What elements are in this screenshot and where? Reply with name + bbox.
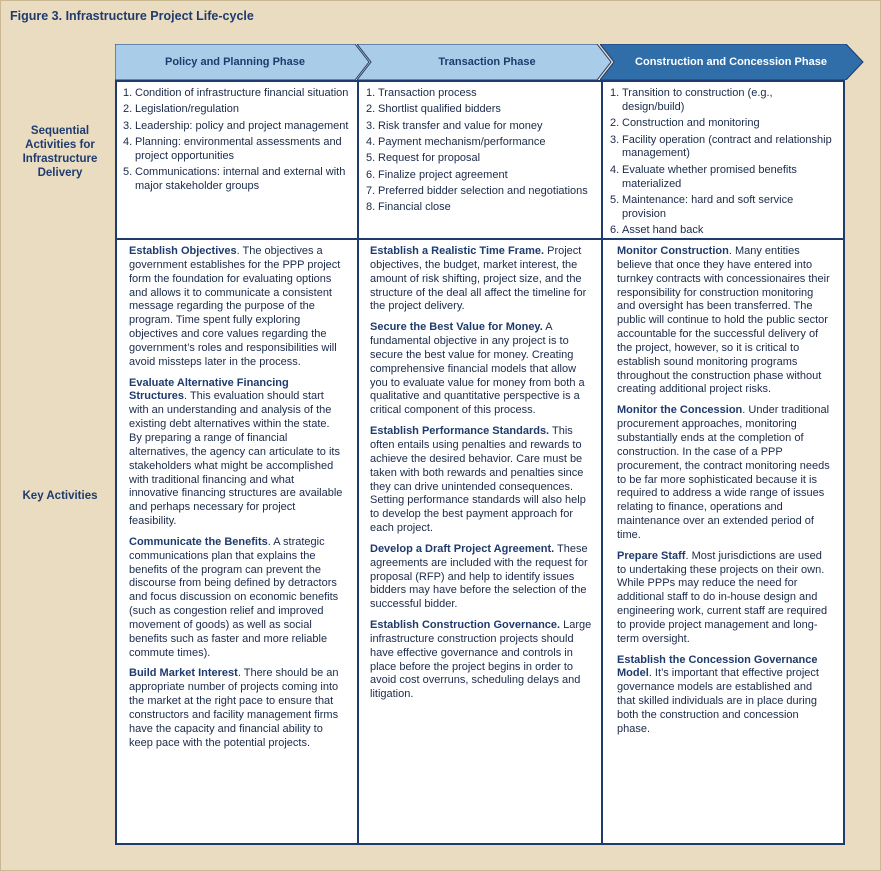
activities-transaction <box>370 245 596 709</box>
activity-heading: Prepare Staff <box>617 549 686 562</box>
list-item: 7. Preferred bidder selection and negotiations <box>366 185 588 198</box>
activity-block: Secure the Best Value for Money. A fundamental objective in any project is to secure the best value for money. Creating comprehensive financial models that allow you to evaluate value for money from both a qualitative and quantitative perspective is a critical component of this process. <box>370 321 585 417</box>
activity-block: Monitor Construction. Many entities believe that once they have entered into turnkey contracts with concessionaires their responsibility for construction monitoring and oversight has been transferred. The public will continue to hold the public sector accountable for the successful delivery of the project, however, so it is critical to establish sound monitoring programs throughout the construction phase without creating additional project risks. <box>617 245 830 396</box>
list-item: 4. Evaluate whether promised benefits materialized <box>610 163 797 190</box>
activity-block: Establish Construction Governance. Large infrastructure construction projects should have effective governance and controls in place before the project begins in order to avoid cost overruns, scheduling delays and litigation. <box>370 619 592 701</box>
column-divider <box>357 82 359 843</box>
list-item: 8. Financial close <box>366 201 451 214</box>
activity-heading: Establish a Realistic Time Frame. <box>370 245 545 257</box>
phase-title: Construction and Concession Phase <box>635 56 827 68</box>
activity-block: Evaluate Alternative Financing Structures. This evaluation should start with an understanding and analysis of the existing debt alternatives within the state. By preparing a range of financial alternatives, the agency can articulate to its stakeholders what might be accomplished with traditional financing and what innovative financing structures are available and perhaps necessary for project feasibility. <box>129 376 343 528</box>
phase-header-policy <box>115 44 370 80</box>
activity-block: Prepare Staff. Most jurisdictions are used to undertaking these projects on their own. While PPPs may reduce the need for additional staff to do in-house design and engineering work, current staff are required to provide project management and long-term oversight. <box>617 549 828 645</box>
activity-heading: Secure the Best Value for Money. <box>370 321 543 334</box>
list-item: 3. Leadership: policy and project management <box>123 119 349 132</box>
row-label-sequential: Sequential Activities for Infrastructure Delivery <box>22 125 98 179</box>
list-item: 5. Communications: internal and external with major stakeholder groups <box>123 166 346 193</box>
activity-heading: Establish Performance Standards. <box>370 425 550 438</box>
row-label-key-activities: Key Activities <box>22 490 98 502</box>
activity-block: Establish Objectives. The objectives a government establishes for the PPP project form the foundation for evaluating options and allows it to communicate a consistent message regarding the purpose of the program. Time spent fully exploring objectives and core values regarding the government’s roles and responsibilities will avoid missteps later in the process. <box>129 245 341 368</box>
list-item: 3. Risk transfer and value for money <box>366 119 543 132</box>
figure-title: Figure 3. Infrastructure Project Life-cycle <box>10 9 254 23</box>
list-item: 2. Construction and monitoring <box>610 117 760 130</box>
steps-transaction <box>366 87 598 218</box>
steps-policy <box>123 87 351 196</box>
activity-heading: Monitor Construction <box>617 245 729 257</box>
activity-block: Monitor the Concession. Under traditional procurement approaches, monitoring substantially ends at the completion of construction. In the case of a PPP procurement, the contract monitoring needs to be far more sophisticated because it is required to address a wide range of issues relating to finance, operations and maintenance over an extended period of time. <box>617 404 830 541</box>
activity-block: Build Market Interest. There should be an appropriate number of projects coming into the market at the right pace to ensure that constructors and facility management firms have the capacity and financial ability to keep pace with the potential projects. <box>129 667 339 749</box>
activity-heading: Establish the Concession Governance Model <box>617 653 818 680</box>
activity-heading: Establish Objectives <box>129 245 237 257</box>
list-item: 1. Transition to construction (e.g., design/build) <box>610 87 773 113</box>
activity-heading: Establish Construction Governance. <box>370 619 561 632</box>
activity-heading: Communicate the Benefits <box>129 535 268 548</box>
list-item: 1. Transaction process <box>366 87 477 99</box>
activity-heading: Develop a Draft Project Agreement. <box>370 542 555 555</box>
list-item: 2. Legislation/regulation <box>123 103 239 116</box>
list-item: 3. Facility operation (contract and relationship management) <box>610 133 832 160</box>
activity-block: Establish the Concession Governance Model. It’s important that effective project governance models are established and that skilled individuals are in place during both the construction and concession phase. <box>617 653 819 735</box>
list-item: 5. Request for proposal <box>366 152 481 165</box>
activity-block: Develop a Draft Project Agreement. These agreements are included with the request for proposal (RFP) and help to identify issues bidders may have before the selection of the successful bidder. <box>370 542 588 611</box>
phase-title: Transaction Phase <box>438 56 536 68</box>
list-item: 4. Payment mechanism/performance <box>366 136 546 149</box>
activity-heading: Evaluate Alternative Financing Structures <box>129 376 289 403</box>
list-item: 4. Planning: environmental assessments and project opportunities <box>123 136 342 162</box>
activity-block: Establish Performance Standards. This often entails using penalties and rewards to achieve the desired behavior. Care must be taken with both rewards and penalties since they can drive unintended consequences. Setting performance standards will also help to develop the best payment approach for each project. <box>370 425 586 535</box>
column-divider <box>601 82 603 843</box>
activity-block: Communicate the Benefits. A strategic communications plan that explains the benefits of the program can prevent the discourse from being defined by detractors and focus discussion on economic benefits (such as congestion relief and improved movement of goods) as well as social benefits such as faster and more reliable commute times). <box>129 535 339 659</box>
activity-heading: Monitor the Concession <box>617 404 743 417</box>
list-item: 1. Condition of infrastructure financial situation <box>123 87 349 99</box>
phase-header-transaction <box>357 44 612 80</box>
list-item: 2. Shortlist qualified bidders <box>366 103 501 116</box>
list-item: 6. Finalize project agreement <box>366 168 508 181</box>
phase-title: Policy and Planning Phase <box>165 56 305 68</box>
list-item: 5. Maintenance: hard and soft service provision <box>610 193 794 220</box>
steps-construction <box>610 87 836 240</box>
activity-heading: Build Market Interest <box>129 667 238 680</box>
activities-construction <box>617 245 833 744</box>
activity-block: Establish a Realistic Time Frame. Project objectives, the budget, market interest, the amount of risk shifting, project size, and the structure of the deal all affect the timeline for the project delivery. <box>370 245 587 313</box>
activities-policy <box>129 245 343 758</box>
phase-header-construction <box>600 44 864 80</box>
list-item: 6. Asset hand back <box>610 224 704 237</box>
